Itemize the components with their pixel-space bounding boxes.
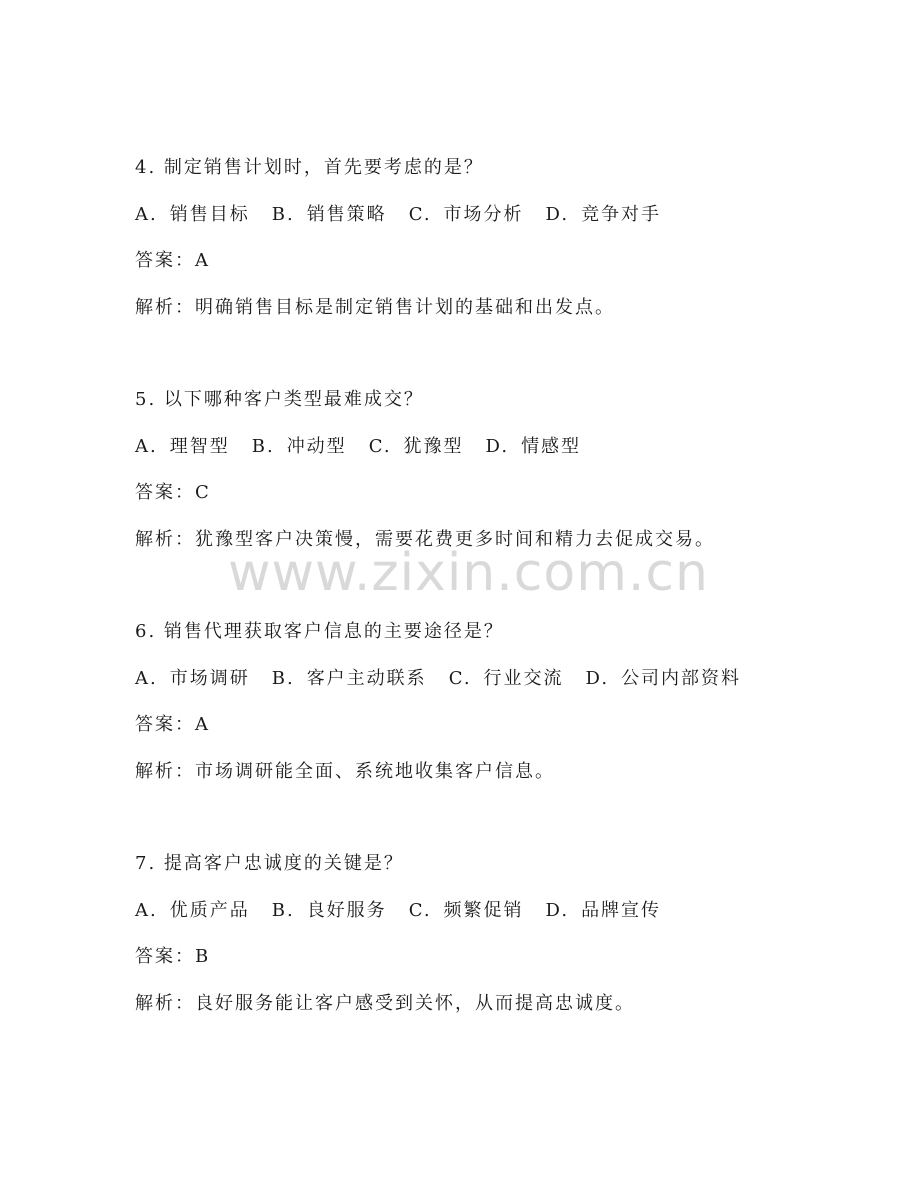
option: D. 公司内部资料 <box>585 667 742 689</box>
question-stem: 5. 以下哪种客户类型最难成交？ <box>135 389 424 410</box>
options-row <box>135 899 875 946</box>
watermark: www.zixin.com.cn <box>228 543 709 603</box>
option: A. 市场调研 <box>135 667 250 689</box>
question-stem: 6. 销售代理获取客户信息的主要途径是？ <box>135 621 504 642</box>
question-stem: 7. 提高客户忠诚度的关键是？ <box>135 853 404 874</box>
analysis-line: 解析：明确销售目标是制定销售计划的基础和出发点。 <box>135 296 615 318</box>
analysis-line: 解析：市场调研能全面、系统地收集客户信息。 <box>135 760 555 782</box>
answer-line: 答案：A <box>135 714 210 735</box>
answer-line: 答案：B <box>135 946 211 967</box>
options-row <box>135 203 875 250</box>
option: B. 冲动型 <box>251 435 347 457</box>
option: C. 行业交流 <box>448 667 564 689</box>
option: A. 销售目标 <box>135 203 250 225</box>
option: C. 犹豫型 <box>368 435 464 457</box>
option: A. 优质产品 <box>135 899 250 921</box>
question-block <box>135 156 875 342</box>
option: D. 品牌宣传 <box>545 899 662 921</box>
option: C. 频繁促销 <box>408 899 524 921</box>
question-stem: 4. 制定销售计划时，首先要考虑的是？ <box>135 157 484 178</box>
answer-line: 答案：A <box>135 250 210 271</box>
question-block <box>135 620 875 806</box>
option: A. 理智型 <box>135 435 230 457</box>
option: B. 良好服务 <box>271 899 387 921</box>
answer-line: 答案：C <box>135 482 211 503</box>
option: B. 销售策略 <box>271 203 387 225</box>
option: C. 市场分析 <box>408 203 524 225</box>
analysis-line: 解析：良好服务能让客户感受到关怀，从而提高忠诚度。 <box>135 992 635 1014</box>
analysis-line: 解析：犹豫型客户决策慢，需要花费更多时间和精力去促成交易。 <box>135 528 715 550</box>
option: B. 客户主动联系 <box>271 667 427 689</box>
option: D. 竞争对手 <box>545 203 662 225</box>
options-row <box>135 435 875 482</box>
options-row <box>135 667 875 714</box>
question-block <box>135 852 875 1038</box>
option: D. 情感型 <box>485 435 582 457</box>
